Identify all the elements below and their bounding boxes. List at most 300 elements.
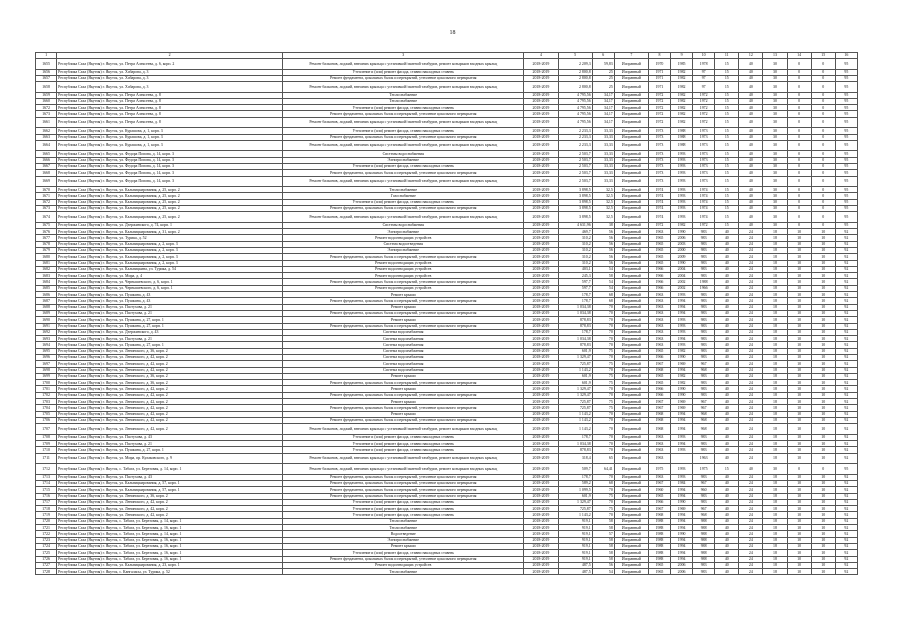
row-number-cell: 1697: [36, 361, 57, 367]
row-number-cell: 1679: [36, 247, 57, 253]
wear-percent-cell: 56: [592, 260, 614, 266]
work-type-cell: Ремонт балконов, лоджий, внешних крыльца с установкой/заменой тамбуров, ремонт козырьков входных крыльц: [283, 464, 524, 475]
wear-percent-cell: 70: [592, 512, 614, 518]
work-type-cell: Утепление и (или) ремонт фасада, ставни накладных ставень: [283, 128, 524, 134]
year-repair-cell: 1990: [671, 392, 693, 398]
value-cell: 18: [763, 550, 787, 556]
row-number-cell: 1710: [36, 447, 57, 453]
row-number-cell: 1680: [36, 254, 57, 260]
wear-percent-cell: 33,33: [592, 134, 614, 140]
period-cell: 2018-2019: [524, 336, 558, 342]
row-number-cell: 1704: [36, 405, 57, 411]
row-number-cell: 1691: [36, 323, 57, 329]
year-repair-cell: 1993: [671, 193, 693, 199]
year-repair-cell: 1994: [671, 336, 693, 342]
period-cell: 2018-2019: [524, 562, 558, 568]
period-cell: 2018-2019: [524, 170, 558, 176]
condition-cell: Исправный: [614, 399, 648, 405]
address-cell: Республика Саха (Якутия) г. Якутск, ул. Кальвицкирования, д. 25, корп. 2: [57, 212, 283, 223]
work-type-cell: Ремонт водоотводящих устройств: [283, 562, 524, 568]
value-cell: 40: [715, 543, 739, 549]
year-element-cell: 1974: [693, 212, 715, 223]
address-cell: Республика Саха (Якутия) г. Якутск, ул. Кальвицкирования, д. 31, корп. 2: [57, 229, 283, 235]
year-built-cell: 1972: [648, 117, 670, 128]
address-cell: Республика Саха (Якутия) г. Якутск, ул. Кальвицкирования, д. 25, корп. 2: [57, 205, 283, 211]
total-cell: 92: [835, 317, 857, 323]
work-type-cell: Утепление и (или) ремонт фасада, ставни накладных ставень: [283, 441, 524, 447]
period-cell: 2018-2019: [524, 531, 558, 537]
value-cell: 40: [739, 98, 763, 104]
total-cell: 92: [835, 342, 857, 348]
year-element-cell: 1974: [693, 193, 715, 199]
year-element-cell: 968: [693, 512, 715, 518]
year-element-cell: 983: [693, 241, 715, 247]
wear-percent-cell: 75: [592, 399, 614, 405]
value-cell: 0: [811, 75, 835, 81]
work-type-cell: Система водоснабжения: [283, 342, 524, 348]
row-number-cell: 1672: [36, 199, 57, 205]
value-cell: 24: [739, 493, 763, 499]
value-cell: 10: [811, 499, 835, 505]
wear-percent-cell: 70: [592, 354, 614, 360]
year-built-cell: 1974: [648, 199, 670, 205]
period-cell: 2018-2019: [524, 59, 558, 70]
wear-percent-cell: 32,5: [592, 199, 614, 205]
row-number-cell: 1727: [36, 562, 57, 568]
wear-percent-cell: 58: [592, 273, 614, 279]
condition-cell: Исправный: [614, 105, 648, 111]
value-cell: 40: [739, 82, 763, 93]
address-cell: Республика Саха (Якутия) г. Якутск, ул. Мира, д. 4: [57, 273, 283, 279]
total-cell: 92: [835, 518, 857, 524]
year-repair-cell: 2003: [671, 241, 693, 247]
value-cell: 10: [787, 493, 811, 499]
year-built-cell: 1965: [648, 493, 670, 499]
wear-percent-cell: 70: [592, 487, 614, 493]
work-type-cell: Электроснабжение: [283, 247, 524, 253]
wear-percent-cell: 58: [592, 518, 614, 524]
year-element-cell: 983: [693, 235, 715, 241]
row-number-cell: 1726: [36, 556, 57, 562]
period-cell: 2018-2019: [524, 417, 558, 423]
value-cell: 10: [787, 354, 811, 360]
work-type-cell: Утепление и (или) ремонт фасада, ставни накладных ставень: [283, 447, 524, 453]
total-cell: 92: [835, 447, 857, 453]
condition-cell: Исправный: [614, 285, 648, 291]
year-element-cell: 983: [693, 434, 715, 440]
period-cell: 2018-2019: [524, 348, 558, 354]
year-repair-cell: 1994: [671, 543, 693, 549]
value-cell: 40: [715, 550, 739, 556]
total-cell: 92: [835, 506, 857, 512]
value-cell: 10: [787, 260, 811, 266]
year-repair-cell: 1993: [671, 323, 693, 329]
year-repair-cell: 1993: [671, 292, 693, 298]
value-cell: 15: [715, 193, 739, 199]
area-cell: 3 898,5: [558, 205, 592, 211]
period-cell: 2018-2019: [524, 241, 558, 247]
wear-percent-cell: 75: [592, 405, 614, 411]
wear-percent-cell: 70: [592, 386, 614, 392]
total-cell: 92: [835, 367, 857, 373]
value-cell: 15: [715, 92, 739, 98]
work-type-cell: Ремонт фундамента, цокольных балок и перекрытий, утепление цокольного перекрытия: [283, 392, 524, 398]
year-repair-cell: 1985: [671, 59, 693, 70]
period-cell: 2018-2019: [524, 556, 558, 562]
year-built-cell: 1963: [648, 292, 670, 298]
work-type-cell: Ремонт балконов, лоджий, внешних крыльца с установкой/заменой тамбуров, ремонт козырьков входных крыльц: [283, 59, 524, 70]
year-element-cell: 983: [693, 292, 715, 298]
row-number-cell: 1694: [36, 342, 57, 348]
value-cell: 40: [715, 292, 739, 298]
year-built-cell: 1966: [648, 392, 670, 398]
value-cell: 15: [715, 117, 739, 128]
value-cell: 40: [715, 512, 739, 518]
value-cell: 15: [715, 69, 739, 75]
year-repair-cell: 1993: [671, 157, 693, 163]
area-cell: 2 503,7: [558, 176, 592, 187]
year-built-cell: 1968: [648, 367, 670, 373]
year-element-cell: 1972: [693, 117, 715, 128]
row-number-cell: 1711: [36, 453, 57, 464]
year-repair-cell: 1982: [671, 69, 693, 75]
period-cell: 2018-2019: [524, 380, 558, 386]
page-number: 18: [449, 30, 456, 36]
year-built-cell: 1967: [648, 361, 670, 367]
work-type-cell: Ремонт фундамента, цокольных балок и перекрытий, утепление цокольного перекрытия: [283, 134, 524, 140]
work-type-cell: Ремонт водоотводящих устройств: [283, 273, 524, 279]
address-cell: Республика Саха (Якутия) г. Якутск, ул. Ленинского, д. 42, корп. 2: [57, 411, 283, 417]
year-element-cell: 967: [693, 506, 715, 512]
value-cell: 40: [715, 537, 739, 543]
value-cell: 0: [787, 176, 811, 187]
value-cell: 0: [811, 98, 835, 104]
wear-percent-cell: 70: [592, 447, 614, 453]
area-cell: 178,7: [558, 474, 592, 480]
area-cell: 4 631,96: [558, 222, 592, 228]
value-cell: 24: [739, 543, 763, 549]
value-cell: 18: [763, 367, 787, 373]
table-row: [36, 424, 858, 435]
value-cell: 18: [763, 241, 787, 247]
condition-cell: Исправный: [614, 212, 648, 223]
total-cell: 95: [835, 117, 857, 128]
address-cell: Республика Саха (Якутия) г. Якутск, ул. Петра Алексеева, д. 8: [57, 111, 283, 117]
year-repair-cell: 1988: [671, 140, 693, 151]
period-cell: 2018-2019: [524, 361, 558, 367]
value-cell: 18: [763, 417, 787, 423]
value-cell: 24: [739, 537, 763, 543]
value-cell: 0: [811, 151, 835, 157]
wear-percent-cell: 25: [592, 82, 614, 93]
area-cell: 4 795,56: [558, 98, 592, 104]
year-repair-cell: 1969: [671, 361, 693, 367]
condition-cell: Исправный: [614, 205, 648, 211]
total-cell: 92: [835, 392, 857, 398]
value-cell: 10: [811, 317, 835, 323]
value-cell: 0: [787, 59, 811, 70]
wear-percent-cell: 75: [592, 361, 614, 367]
address-cell: Республика Саха (Якутия) г. Якутск, ул. Петра Алексеева, д. 8: [57, 92, 283, 98]
total-cell: 92: [835, 323, 857, 329]
period-cell: 2018-2019: [524, 117, 558, 128]
value-cell: 0: [811, 193, 835, 199]
value-cell: 18: [763, 304, 787, 310]
value-cell: 0: [811, 187, 835, 193]
year-element-cell: 983: [693, 254, 715, 260]
address-cell: Республика Саха (Якутия) г. Якутск, ул. Ленинского, д. 42, корп. 2: [57, 399, 283, 405]
period-cell: 2018-2019: [524, 151, 558, 157]
work-type-cell: Утепление и (или) ремонт фасада, ставни накладных ставень: [283, 163, 524, 169]
value-cell: 10: [787, 392, 811, 398]
year-built-cell: 1988: [648, 543, 670, 549]
wear-percent-cell: 33,33: [592, 151, 614, 157]
year-repair-cell: 1993: [671, 151, 693, 157]
column-number-header: 15: [811, 53, 835, 59]
address-cell: Республика Саха (Якутия) г. Якутск, ул. Ленинского, д. 42, корп. 2: [57, 424, 283, 435]
value-cell: 10: [787, 273, 811, 279]
year-repair-cell: 1988: [671, 128, 693, 134]
value-cell: 24: [739, 254, 763, 260]
wear-percent-cell: 57: [592, 531, 614, 537]
area-cell: 919,1: [558, 543, 592, 549]
total-cell: 95: [835, 205, 857, 211]
value-cell: 15: [715, 199, 739, 205]
value-cell: 40: [739, 163, 763, 169]
value-cell: 15: [715, 222, 739, 228]
value-cell: 24: [739, 373, 763, 379]
total-cell: 92: [835, 273, 857, 279]
value-cell: 15: [715, 151, 739, 157]
year-built-cell: 1973: [648, 151, 670, 157]
value-cell: 10: [811, 323, 835, 329]
year-repair-cell: 1993: [671, 199, 693, 205]
condition-cell: Исправный: [614, 317, 648, 323]
year-built-cell: 1968: [648, 417, 670, 423]
year-built-cell: 1966: [648, 266, 670, 272]
wear-percent-cell: 75: [592, 493, 614, 499]
year-built-cell: 1973: [648, 128, 670, 134]
work-type-cell: Ремонт фундамента, цокольных балок и перекрытий, утепление цокольного перекрытия: [283, 556, 524, 562]
work-type-cell: Ремонт фундамента, цокольных балок и перекрытий, утепление цокольного перекрытия: [283, 493, 524, 499]
total-cell: 95: [835, 92, 857, 98]
condition-cell: Исправный: [614, 447, 648, 453]
value-cell: 18: [763, 323, 787, 329]
work-type-cell: Теплоснабжение: [283, 525, 524, 531]
condition-cell: Исправный: [614, 380, 648, 386]
value-cell: 10: [811, 424, 835, 435]
row-number-cell: 1728: [36, 569, 57, 575]
year-repair-cell: 2004: [671, 273, 693, 279]
condition-cell: Исправный: [614, 518, 648, 524]
row-number-cell: 1683: [36, 273, 57, 279]
condition-cell: Исправный: [614, 69, 648, 75]
year-element-cell: 988: [693, 537, 715, 543]
year-built-cell: 1988: [648, 550, 670, 556]
year-built-cell: 1972: [648, 105, 670, 111]
area-cell: 310,2: [558, 235, 592, 241]
value-cell: 30: [763, 105, 787, 111]
address-cell: Республика Саха (Якутия) г. Якутск, ул. Хабарова, д. 3: [57, 82, 283, 93]
total-cell: 92: [835, 543, 857, 549]
year-repair-cell: 2009: [671, 254, 693, 260]
area-cell: 1 329,47: [558, 386, 592, 392]
area-cell: 3 898,5: [558, 212, 592, 223]
period-cell: 2018-2019: [524, 317, 558, 323]
area-cell: 403,1: [558, 266, 592, 272]
address-cell: Республика Саха (Якутия) г. Якутск, ул. Ленинского, д. 42, корп. 2: [57, 392, 283, 398]
value-cell: 10: [787, 569, 811, 575]
address-cell: Республика Саха (Якутия) г. Якутск, ул. Петра Алексеева, д. 8: [57, 98, 283, 104]
wear-percent-cell: 68: [592, 298, 614, 304]
value-cell: 40: [739, 199, 763, 205]
value-cell: 40: [715, 506, 739, 512]
value-cell: 40: [739, 92, 763, 98]
year-element-cell: 1972: [693, 92, 715, 98]
work-type-cell: Утепление и (или) ремонт фасада, ставни накладных ставень: [283, 512, 524, 518]
wear-percent-cell: 33,33: [592, 128, 614, 134]
condition-cell: Исправный: [614, 525, 648, 531]
row-number-cell: 1669: [36, 176, 57, 187]
value-cell: 40: [715, 273, 739, 279]
year-repair-cell: 1994: [671, 310, 693, 316]
value-cell: 0: [811, 464, 835, 475]
period-cell: 2018-2019: [524, 222, 558, 228]
year-repair-cell: 1982: [671, 82, 693, 93]
work-type-cell: Теплоснабжение: [283, 518, 524, 524]
year-element-cell: 988: [693, 518, 715, 524]
period-cell: 2018-2019: [524, 273, 558, 279]
value-cell: 15: [715, 157, 739, 163]
year-repair-cell: 1993: [671, 464, 693, 475]
value-cell: 24: [739, 392, 763, 398]
value-cell: 0: [811, 199, 835, 205]
address-cell: Республика Саха (Якутия) г. Якутск, ул. Дзержинского, д. 74, корп. 1: [57, 222, 283, 228]
area-cell: 1 034,38: [558, 336, 592, 342]
value-cell: 18: [763, 399, 787, 405]
value-cell: 30: [763, 170, 787, 176]
row-number-cell: 1708: [36, 434, 57, 440]
total-cell: 95: [835, 140, 857, 151]
period-cell: 2018-2019: [524, 266, 558, 272]
work-type-cell: Электроснабжение: [283, 229, 524, 235]
area-cell: 601,9: [558, 373, 592, 379]
value-cell: 0: [811, 205, 835, 211]
value-cell: 40: [715, 474, 739, 480]
row-number-cell: 1718: [36, 506, 57, 512]
area-cell: 589,2: [558, 480, 592, 486]
value-cell: 10: [811, 336, 835, 342]
total-cell: 92: [835, 285, 857, 291]
value-cell: 10: [811, 361, 835, 367]
value-cell: 40: [739, 128, 763, 134]
value-cell: 24: [739, 417, 763, 423]
condition-cell: Исправный: [614, 163, 648, 169]
value-cell: 18: [763, 447, 787, 453]
address-cell: Республика Саха (Якутия) г. Якутск, ул. Пушкина, д. 43: [57, 292, 283, 298]
value-cell: 18: [763, 336, 787, 342]
address-cell: Республика Саха (Якутия) г. Якутск, с. Табага, ул. Березовая, д. 16, корп. 1: [57, 537, 283, 543]
value-cell: 24: [739, 512, 763, 518]
work-type-cell: Утепление и (или) ремонт фасада, ставни накладных ставень: [283, 506, 524, 512]
wear-percent-cell: 70: [592, 329, 614, 335]
period-cell: 2018-2019: [524, 176, 558, 187]
value-cell: 0: [811, 92, 835, 98]
value-cell: 18: [763, 474, 787, 480]
value-cell: 30: [763, 140, 787, 151]
value-cell: 40: [715, 317, 739, 323]
total-cell: 92: [835, 386, 857, 392]
wear-percent-cell: 54: [592, 285, 614, 291]
total-cell: 92: [835, 411, 857, 417]
value-cell: 30: [763, 117, 787, 128]
address-cell: Республика Саха (Якутия) г. Якутск, с. Табага, ул. Березовая, д. 16, корп. 1: [57, 525, 283, 531]
address-cell: Республика Саха (Якутия) г. Якутск, ул. Федора Попова, д. 14, корп. 3: [57, 176, 283, 187]
condition-cell: Исправный: [614, 140, 648, 151]
year-built-cell: 1967: [648, 506, 670, 512]
value-cell: 40: [715, 367, 739, 373]
value-cell: 18: [763, 266, 787, 272]
value-cell: 10: [787, 380, 811, 386]
wear-percent-cell: 70: [592, 441, 614, 447]
row-number-cell: 1717: [36, 499, 57, 505]
year-repair-cell: 1993: [671, 474, 693, 480]
value-cell: 24: [739, 354, 763, 360]
value-cell: 18: [763, 405, 787, 411]
row-number-cell: 1699: [36, 373, 57, 379]
value-cell: 30: [763, 92, 787, 98]
work-type-cell: Утепление и (или) ремонт фасада, ставни накладных ставень: [283, 499, 524, 505]
value-cell: 18: [763, 354, 787, 360]
area-cell: 1 034,38: [558, 310, 592, 316]
value-cell: 40: [715, 434, 739, 440]
wear-percent-cell: 70: [592, 323, 614, 329]
row-number-cell: 1674: [36, 212, 57, 223]
work-type-cell: Ремонт фундамента, цокольных балок и перекрытий, утепление цокольного перекрытия: [283, 254, 524, 260]
period-cell: 2018-2019: [524, 279, 558, 285]
year-element-cell: 983: [693, 260, 715, 266]
row-number-cell: 1671: [36, 193, 57, 199]
value-cell: 18: [763, 512, 787, 518]
total-cell: 92: [835, 247, 857, 253]
value-cell: 10: [787, 480, 811, 486]
work-type-cell: Ремонт фундамента, цокольных балок и перекрытий, утепление цокольного перекрытия: [283, 417, 524, 423]
address-cell: Республика Саха (Якутия) г. Якутск, ул. Пушкина, д. 27, корп. 1: [57, 342, 283, 348]
area-cell: 3 898,5: [558, 199, 592, 205]
condition-cell: Исправный: [614, 441, 648, 447]
year-element-cell: 1973: [693, 134, 715, 140]
address-cell: Республика Саха (Якутия) г. Якутск, ул. Федора Попова, д. 14, корп. 3: [57, 163, 283, 169]
year-repair-cell: 2002: [671, 279, 693, 285]
address-cell: Республика Саха (Якутия) г. Якутск, с. Табага, ул. Березовая, д. 16, корп. 1: [57, 550, 283, 556]
year-element-cell: 960: [693, 487, 715, 493]
period-cell: 2018-2019: [524, 543, 558, 549]
period-cell: 2018-2019: [524, 434, 558, 440]
wear-percent-cell: 75: [592, 373, 614, 379]
condition-cell: Исправный: [614, 405, 648, 411]
area-cell: 597,7: [558, 285, 592, 291]
value-cell: 40: [715, 499, 739, 505]
value-cell: 18: [763, 348, 787, 354]
total-cell: 92: [835, 279, 857, 285]
value-cell: 15: [715, 111, 739, 117]
address-cell: Республика Саха (Якутия) г. Якутск, ул. Петра Алексеева, д. 8: [57, 117, 283, 128]
period-cell: 2018-2019: [524, 354, 558, 360]
value-cell: 18: [763, 298, 787, 304]
year-element-cell: 1978: [693, 59, 715, 70]
work-type-cell: Ремонт крыши: [283, 304, 524, 310]
address-cell: Республика Саха (Якутия) г. Якутск, ул. Чернышевского, д. 6, корп. 1: [57, 279, 283, 285]
